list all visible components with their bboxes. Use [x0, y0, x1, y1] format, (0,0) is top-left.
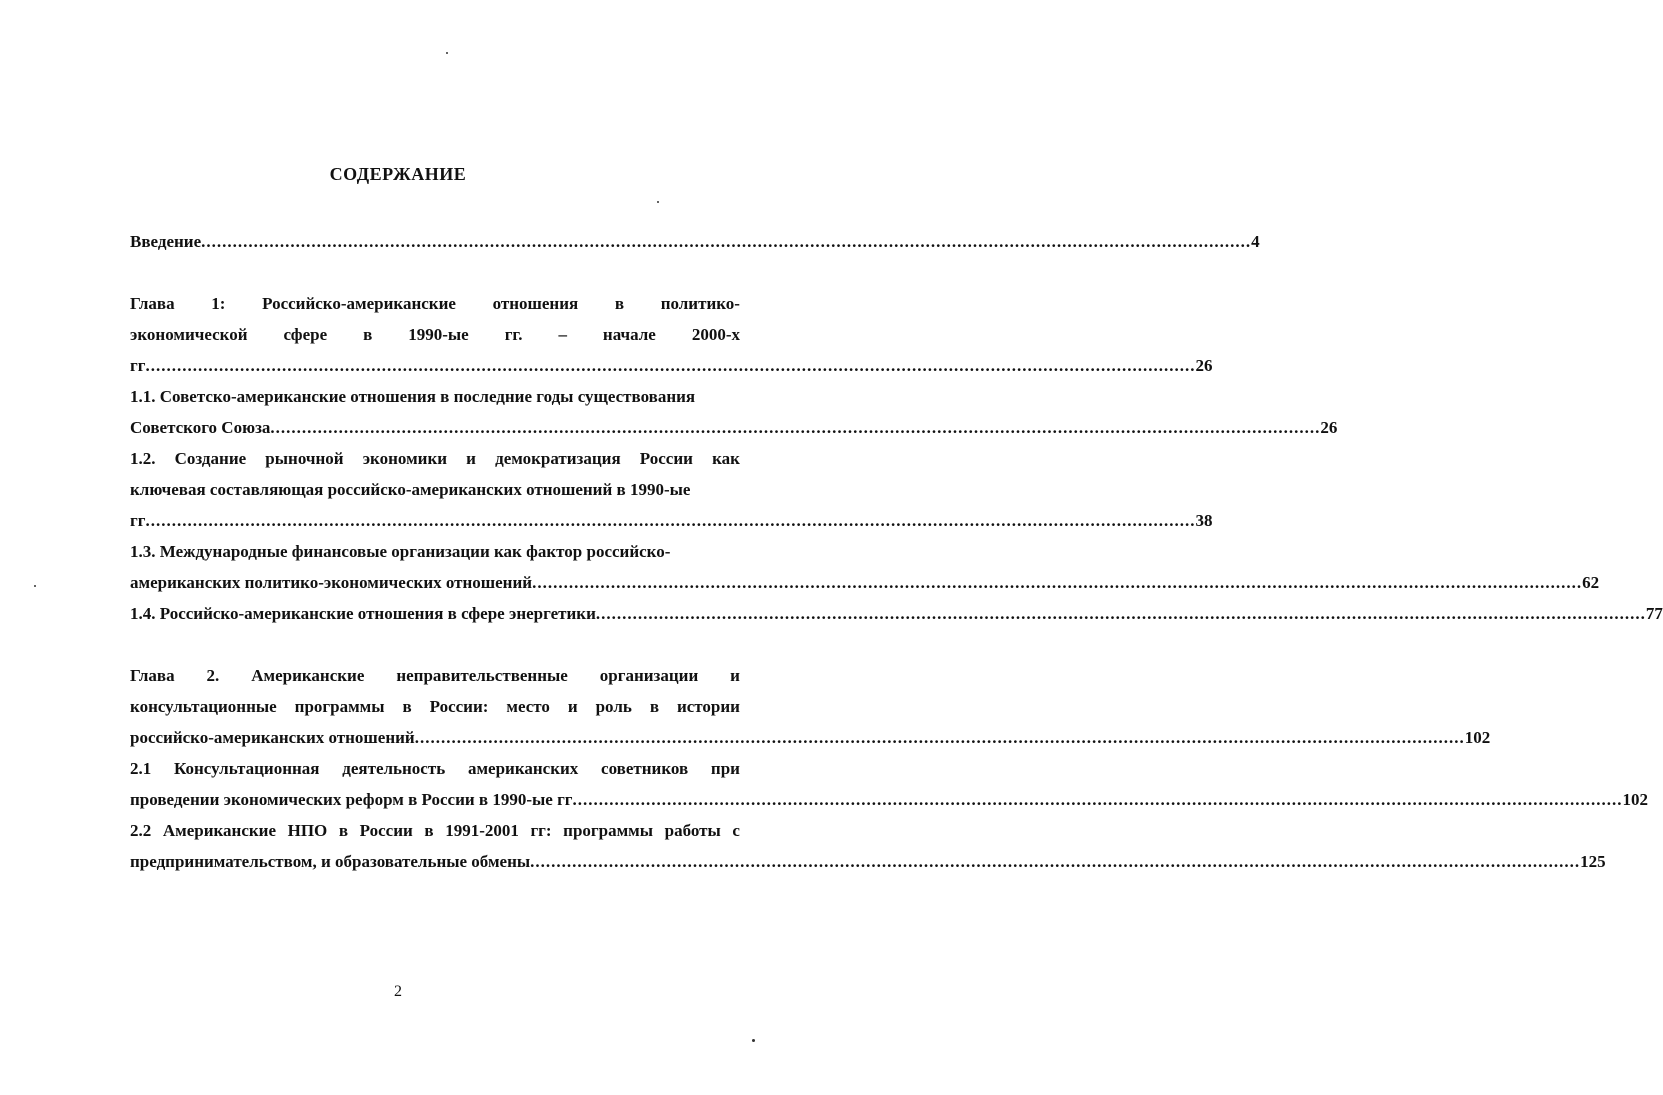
toc-word: программы: [294, 697, 385, 716]
toc-word: 2.: [206, 666, 220, 685]
toc-word: гг.: [504, 325, 523, 344]
leader-dots: ........................................................................................................................................................................................................: [145, 356, 1196, 375]
toc-entry-section-1-2[interactable]: [130, 443, 1213, 536]
toc-line: [130, 319, 740, 350]
toc-word: –: [558, 325, 567, 344]
leader-dots: ........................................................................................................................................................................................................: [532, 573, 1583, 592]
toc-word: 1990-ые: [408, 325, 469, 344]
toc-word: место: [506, 697, 550, 716]
toc-line: [130, 350, 1213, 381]
toc-word: 2.1: [130, 759, 152, 778]
toc-word: в: [649, 697, 659, 716]
toc-word: и: [730, 666, 740, 685]
toc-line: 1.3. Международные финансовые организации как фактор российско-: [130, 542, 671, 561]
toc-page-number: 102: [1464, 728, 1491, 747]
toc-entry-text: Советского Союза: [130, 418, 271, 437]
toc-word: НПО: [287, 821, 328, 840]
toc-word: 1.2.: [130, 449, 156, 468]
toc-word: Американские: [162, 821, 277, 840]
toc-entry-section-2-1[interactable]: [130, 753, 1649, 815]
toc-word: Глава: [130, 294, 175, 313]
page-title: СОДЕРЖАНИЕ: [329, 164, 467, 184]
leader-dots: ........................................................................................................................................................................................................: [414, 728, 1465, 747]
toc-line: [130, 722, 1491, 753]
page-number: 2: [394, 983, 402, 1000]
toc-line: [130, 567, 1600, 598]
toc-page-number: 62: [1582, 573, 1600, 592]
leader-dots: ........................................................................................................................................................................................................: [270, 418, 1321, 437]
table-of-contents: [130, 226, 1663, 877]
toc-word: в: [363, 325, 373, 344]
toc-word: американских: [467, 759, 579, 778]
toc-page-number: 4: [1251, 232, 1260, 251]
toc-entry-section-1-4[interactable]: [130, 598, 1663, 629]
toc-line: [130, 288, 740, 319]
toc-page-number: 102: [1622, 790, 1649, 809]
toc-word: в: [424, 821, 434, 840]
toc-entry-text: проведении экономических реформ в России в 1990-ые гг: [130, 790, 573, 809]
toc-entry-text: российско-американских отношений: [130, 728, 415, 747]
toc-line: [130, 443, 740, 474]
toc-word: Американские: [251, 666, 365, 685]
toc-word: Консультационная: [174, 759, 320, 778]
leader-dots: ........................................................................................................................................................................................................: [201, 232, 1252, 251]
toc-word: с: [732, 821, 740, 840]
toc-word: отношения: [492, 294, 579, 313]
toc-word: истории: [676, 697, 740, 716]
toc-entry-text: гг: [130, 356, 146, 375]
toc-word: 2000-х: [691, 325, 740, 344]
toc-word: Российско-американские: [262, 294, 456, 313]
toc-word: экономики: [362, 449, 448, 468]
toc-entry-section-2-2[interactable]: [130, 815, 1606, 877]
toc-word: роль: [595, 697, 632, 716]
toc-entry-text: 1.4. Российско-американские отношения в сфере энергетики: [130, 604, 596, 623]
toc-line: ключевая составляющая российско-американских отношений в 1990-ые: [130, 480, 691, 499]
toc-entry-section-1-1[interactable]: [130, 381, 1338, 443]
toc-page-number: 77: [1645, 604, 1663, 623]
toc-line: [130, 846, 1606, 877]
toc-entry-chapter-1[interactable]: [130, 288, 1213, 381]
leader-dots: ........................................................................................................................................................................................................: [145, 511, 1196, 530]
leader-dots: ........................................................................................................................................................................................................: [595, 604, 1646, 623]
toc-word: России: [359, 821, 413, 840]
toc-entry-chapter-2[interactable]: [130, 660, 1491, 753]
toc-line: [130, 753, 740, 784]
toc-word: демократизация: [495, 449, 621, 468]
toc-page-number: 38: [1195, 511, 1213, 530]
toc-word: начале: [602, 325, 656, 344]
toc-word: сфере: [283, 325, 328, 344]
toc-word: России:: [429, 697, 489, 716]
toc-line: [130, 815, 740, 846]
toc-word: политико-: [660, 294, 740, 313]
toc-word: при: [710, 759, 740, 778]
toc-word: России: [639, 449, 693, 468]
toc-page-number: 26: [1320, 418, 1338, 437]
toc-word: и: [466, 449, 476, 468]
toc-word: неправительственные: [396, 666, 568, 685]
toc-word: и: [567, 697, 578, 716]
toc-word: организации: [599, 666, 699, 685]
toc-word: 1991-2001: [445, 821, 519, 840]
toc-word: гг:: [530, 821, 552, 840]
leader-dots: ........................................................................................................................................................................................................: [572, 790, 1623, 809]
toc-line: [130, 691, 740, 722]
toc-entry-intro[interactable]: [130, 226, 1260, 257]
scan-speck: [657, 201, 659, 203]
toc-word: в: [614, 294, 625, 313]
toc-line: [130, 412, 1338, 443]
toc-line: [130, 505, 1213, 536]
toc-page-number: 125: [1580, 852, 1606, 871]
scan-speck: [34, 585, 36, 587]
toc-word: Создание: [174, 449, 247, 468]
toc-entry-section-1-3[interactable]: [130, 536, 1600, 598]
toc-line: 1.1. Советско-американские отношения в последние годы существования: [130, 387, 696, 406]
toc-word: 2.2: [130, 821, 152, 840]
scan-speck: [752, 1039, 755, 1042]
toc-entry-text: предпринимательством, и образовательные обмены: [130, 852, 531, 871]
toc-line: [130, 660, 740, 691]
toc-entry-text: американских политико-экономических отношений: [130, 573, 533, 592]
toc-entry-text: гг: [130, 511, 146, 530]
toc-page-number: 26: [1195, 356, 1213, 375]
toc-word: консультационные: [130, 697, 277, 716]
toc-word: в: [402, 697, 412, 716]
toc-word: 1:: [211, 294, 226, 313]
toc-word: работы: [664, 821, 721, 840]
toc-word: программы: [563, 821, 654, 840]
toc-word: советников: [601, 759, 689, 778]
toc-line: [130, 784, 1649, 815]
toc-entry-text: Введение: [130, 232, 202, 251]
toc-word: Глава: [130, 666, 175, 685]
toc-word: в: [338, 821, 349, 840]
scan-speck: [446, 52, 448, 54]
toc-word: как: [712, 449, 740, 468]
toc-word: рыночной: [265, 449, 344, 468]
toc-word: экономической: [130, 325, 248, 344]
toc-word: деятельность: [342, 759, 446, 778]
leader-dots: ........................................................................................................................................................................................................: [530, 852, 1581, 871]
